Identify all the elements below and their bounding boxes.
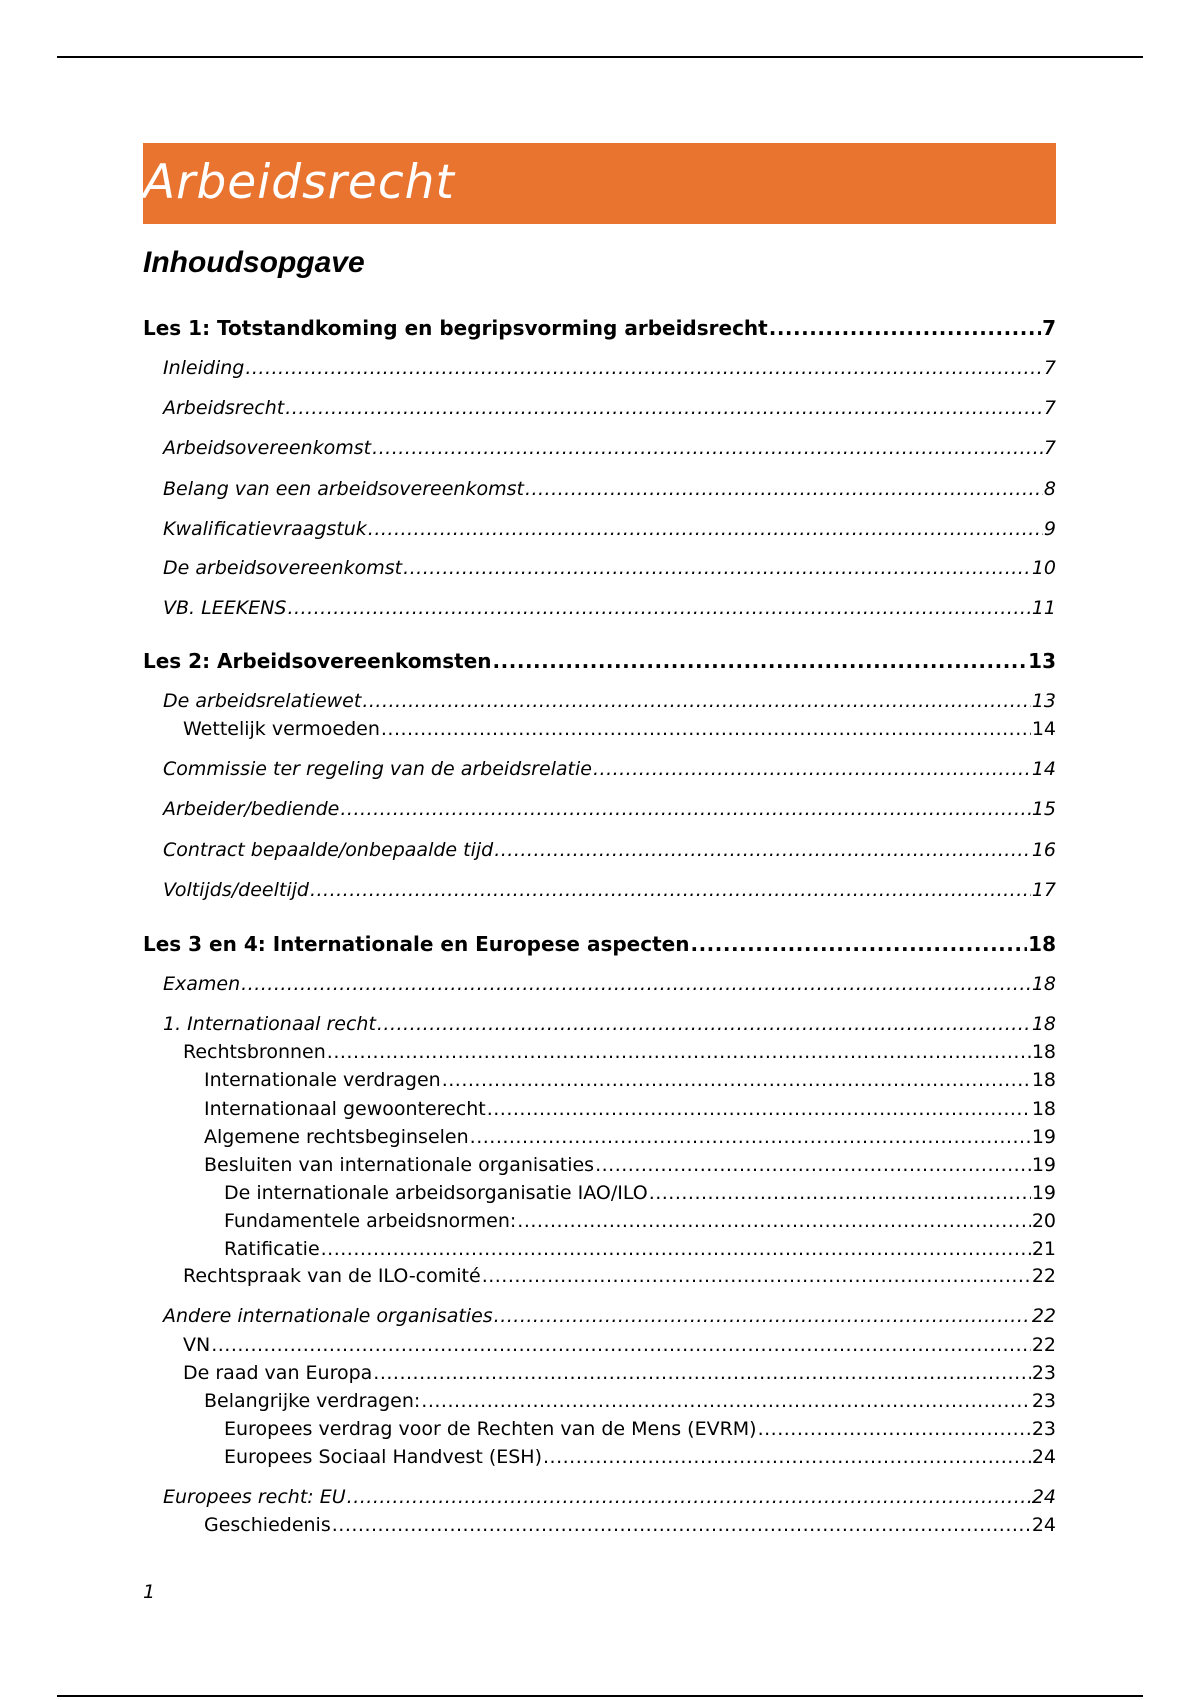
toc-leader: [595, 1154, 1031, 1176]
title-banner: [143, 143, 1056, 224]
toc-leader: [241, 973, 1031, 995]
toc-leader: [758, 1418, 1031, 1440]
toc-entry[interactable]: Europees verdrag voor de Rechten van de Mens (EVRM) ..... 23: [224, 1418, 1056, 1440]
toc-leader: [285, 397, 1043, 419]
toc-entry[interactable]: Arbeidsrecht ..... 7: [163, 397, 1056, 419]
toc-leader: [381, 718, 1031, 740]
toc-leader: [543, 1446, 1031, 1468]
toc-entry[interactable]: De internationale arbeidsorganisatie IAO/ILO ..... 19: [224, 1182, 1056, 1204]
toc-entry[interactable]: De arbeidsrelatiewet ..... 13: [163, 690, 1056, 712]
toc-leader: [494, 839, 1031, 861]
toc-entry[interactable]: Internationale verdragen ..... 18: [204, 1069, 1056, 1091]
toc-leader: [287, 597, 1030, 619]
document-title: Arbeidsrecht: [143, 155, 455, 210]
toc-leader: [593, 758, 1031, 780]
toc-entry[interactable]: Geschiedenis ..... 24: [204, 1514, 1056, 1536]
toc-entry[interactable]: Besluiten van internationale organisaties ..... 19: [204, 1154, 1056, 1176]
toc-entry[interactable]: Kwalificatievraagstuk ..... 9: [163, 518, 1056, 540]
page-number: 1: [143, 1581, 156, 1603]
toc-entry[interactable]: Algemene rechtsbeginselen ..... 19: [204, 1126, 1056, 1148]
toc-leader: [769, 316, 1041, 340]
toc-leader: [494, 1305, 1031, 1327]
toc-leader: [362, 690, 1030, 712]
toc-entry[interactable]: Rechtsbronnen ..... 18: [183, 1041, 1056, 1063]
toc-leader: [487, 1098, 1031, 1120]
toc-entry-les3-4[interactable]: Les 3 en 4: Internationale en Europese aspecten ..... 18: [143, 932, 1056, 956]
toc-entry[interactable]: Internationaal gewoonterecht ..... 18: [204, 1098, 1056, 1120]
toc-leader: [377, 1013, 1031, 1035]
toc-leader: [470, 1126, 1031, 1148]
bottom-rule: [57, 1695, 1143, 1697]
toc-entry[interactable]: Belangrijke verdragen: ..... 23: [204, 1390, 1056, 1412]
toc-entry[interactable]: Ratificatie ..... 21: [224, 1238, 1056, 1260]
toc-leader: [211, 1334, 1031, 1356]
toc-leader: [310, 879, 1031, 901]
toc-entry[interactable]: Andere internationale organisaties ..... 22: [163, 1305, 1056, 1327]
toc-entry[interactable]: Voltijds/deeltijd ..... 17: [163, 879, 1056, 901]
toc-entry[interactable]: Arbeidsovereenkomst ..... 7: [163, 437, 1056, 459]
toc-leader: [373, 1362, 1031, 1384]
toc-entry[interactable]: Arbeider/bediende ..... 15: [163, 798, 1056, 820]
toc-entry[interactable]: Belang van een arbeidsovereenkomst ..... 8: [163, 478, 1056, 500]
toc-entry[interactable]: De arbeidsovereenkomst ..... 10: [163, 557, 1056, 579]
toc-entry[interactable]: Commissie ter regeling van de arbeidsrelatie ..... 14: [163, 758, 1056, 780]
toc-leader: [493, 649, 1028, 673]
toc-leader: [245, 357, 1043, 379]
toc-leader: [347, 1486, 1031, 1508]
toc-leader: [332, 1514, 1031, 1536]
toc-leader: [403, 557, 1031, 579]
toc-leader: [517, 1210, 1031, 1232]
toc-entry-les1[interactable]: Les 1: Totstandkoming en begripsvorming arbeidsrecht ..... 7: [143, 316, 1056, 340]
toc-entry[interactable]: Europees recht: EU ..... 24: [163, 1486, 1056, 1508]
toc-entry[interactable]: Examen ..... 18: [163, 973, 1056, 995]
toc-entry[interactable]: VN ..... 22: [183, 1334, 1056, 1356]
toc-entry[interactable]: Contract bepaalde/onbepaalde tijd ..... 16: [163, 839, 1056, 861]
toc-entry[interactable]: Rechtspraak van de ILO-comité ..... 22: [183, 1265, 1056, 1287]
toc-entry[interactable]: Europees Sociaal Handvest (ESH) ..... 24: [224, 1446, 1056, 1468]
toc-leader: [421, 1390, 1031, 1412]
toc-leader: [327, 1041, 1031, 1063]
toc-leader: [340, 798, 1030, 820]
toc-leader: [442, 1069, 1031, 1091]
toc-leader: [321, 1238, 1031, 1260]
toc-entry[interactable]: Wettelijk vermoeden ..... 14: [183, 718, 1056, 740]
toc-leader: [368, 518, 1043, 540]
toc-entry[interactable]: Fundamentele arbeidsnormen: ..... 20: [224, 1210, 1056, 1232]
toc-leader: [372, 437, 1043, 459]
toc-entry[interactable]: 1. Internationaal recht ..... 18: [163, 1013, 1056, 1035]
toc-leader: [525, 478, 1043, 500]
toc-heading: Inhoudsopgave: [143, 246, 365, 279]
toc-entry[interactable]: De raad van Europa ..... 23: [183, 1362, 1056, 1384]
toc-leader: [649, 1182, 1031, 1204]
toc-leader: [482, 1265, 1031, 1287]
toc-entry[interactable]: Inleiding ..... 7: [163, 357, 1056, 379]
top-rule: [57, 56, 1143, 58]
toc-entry-les2[interactable]: Les 2: Arbeidsovereenkomsten ..... 13: [143, 649, 1056, 673]
toc-entry[interactable]: VB. LEEKENS ..... 11: [163, 597, 1056, 619]
toc-leader: [690, 932, 1027, 956]
